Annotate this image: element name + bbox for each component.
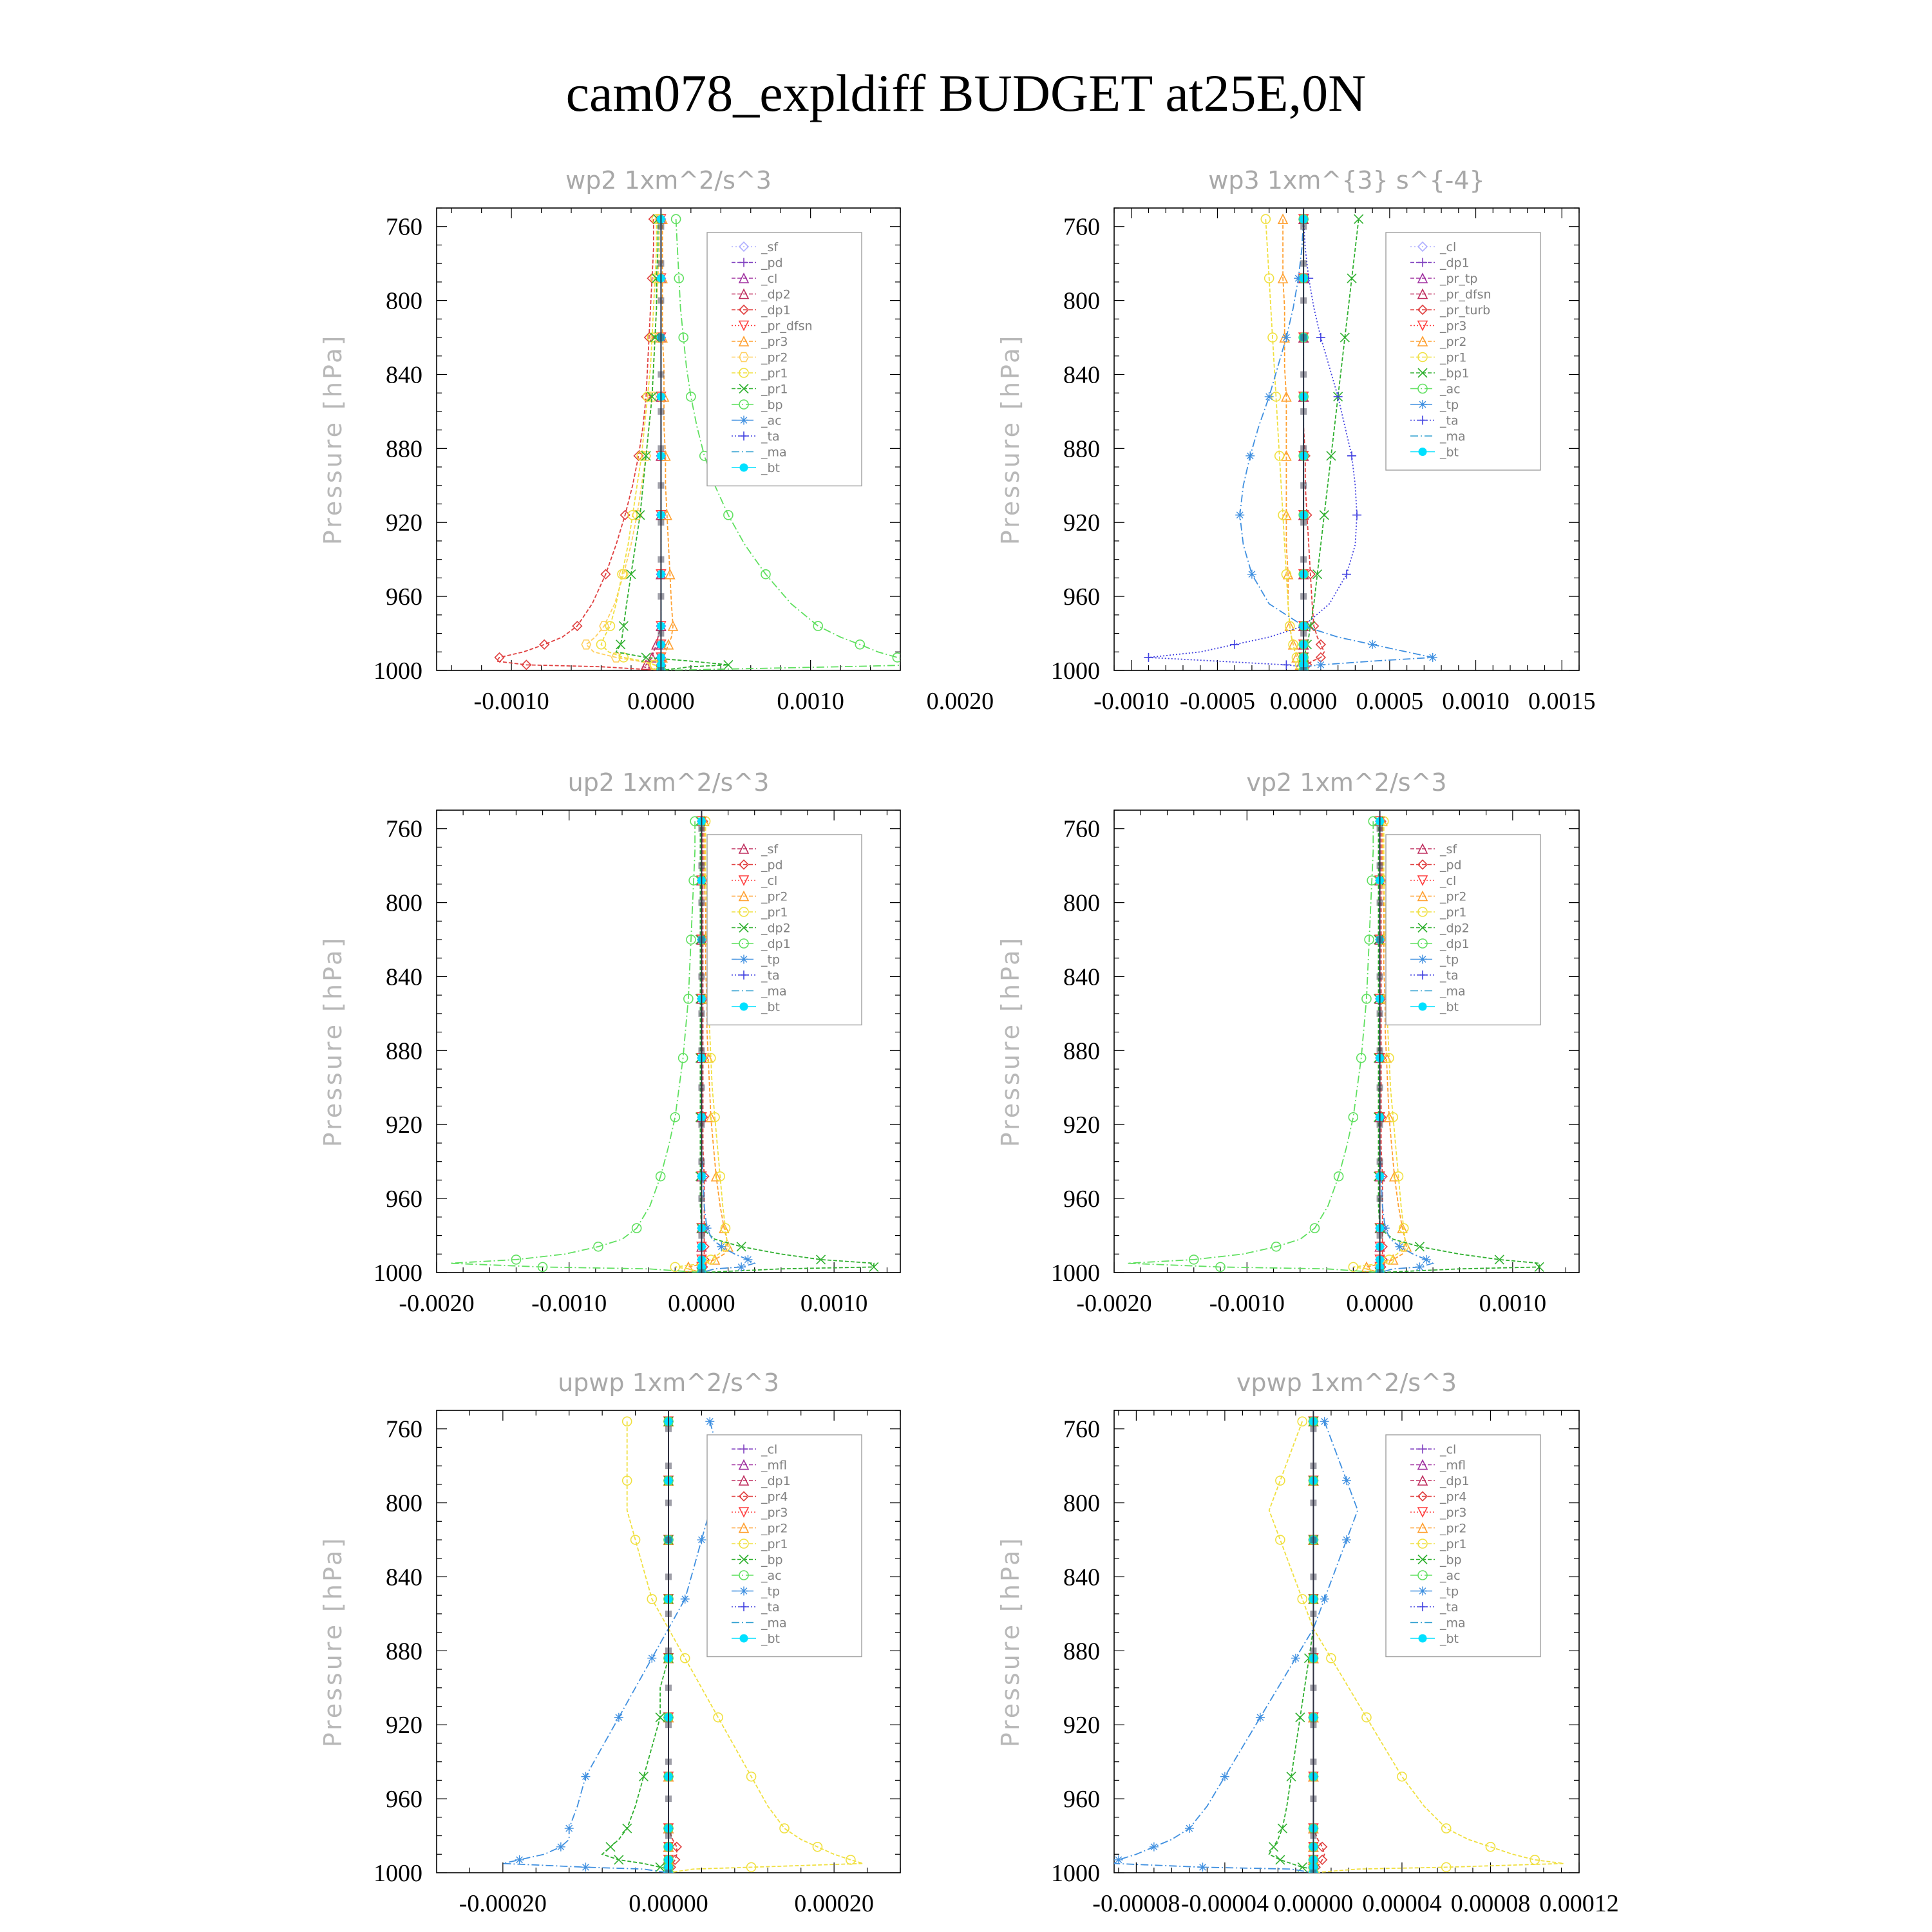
data-point [1347,451,1356,460]
legend-marker [1418,955,1427,964]
series-line [1283,219,1303,670]
data-point [639,1772,648,1781]
legend-label: _dp2 [761,287,791,302]
data-point [1316,640,1325,649]
x-tick-label: 0.0000 [627,688,695,715]
legend-label: _pr3 [1440,1506,1467,1520]
data-point [1342,1535,1351,1544]
y-tick-label: 760 [386,213,422,241]
y-tick-label: 920 [1063,1112,1100,1139]
legend-label: _bp [761,398,783,412]
legend-label: _pr2 [761,889,788,904]
panel-title: upwp 1xm^2/s^3 [558,1368,779,1397]
chart-panel [319,166,994,715]
legend-label: _pr_dfsn [761,319,813,334]
legend-label: _pr2 [1440,1521,1467,1536]
y-tick-label: 1000 [1051,1860,1100,1887]
x-tick-label: 0.00000 [629,1890,708,1917]
data-point [1422,1255,1431,1264]
legend-label: _dp1 [1440,937,1470,951]
legend-label: _dp2 [761,921,791,936]
data-point [656,1862,665,1871]
y-tick-label: 1000 [374,1260,422,1287]
x-tick-label: 0.00012 [1539,1890,1619,1917]
data-point [1396,1242,1405,1251]
y-tick-label: 880 [386,1037,422,1065]
data-point [1269,1842,1278,1852]
y-tick-label: 840 [386,1564,422,1591]
x-tick-label: 0.0010 [1479,1290,1547,1317]
legend-marker [740,1003,748,1010]
data-point [1320,511,1329,520]
data-point [1397,1772,1406,1781]
y-tick-label: 960 [386,583,422,611]
x-tick-label: 0.0015 [1528,688,1596,715]
legend-label: _pd [761,858,783,873]
series-line [1128,821,1380,1273]
legend-label: _pd [761,256,783,270]
x-tick-label: 0.00000 [1273,1890,1354,1917]
legend-label: _ta [1440,413,1459,428]
y-tick-label: 880 [386,1638,422,1665]
y-tick-label: 920 [1063,1712,1100,1739]
legend-label: _ma [1440,430,1466,444]
y-tick-label: 840 [386,963,422,991]
legend-label: _pr_tp [1440,272,1478,286]
data-point [737,1242,746,1251]
legend-label: _pr1 [761,366,788,381]
legend-label: _dp1 [761,303,791,317]
legend-label: _ac [1440,1569,1461,1583]
chart-panel [996,166,1596,715]
data-point [1368,640,1377,649]
y-tick-label: 960 [386,1786,422,1814]
legend-label: _ac [761,1569,782,1583]
legend-label: _ta [761,430,780,444]
legend-label: _bt [761,1632,781,1646]
series-line [661,219,673,670]
x-tick-label: -0.00008 [1092,1890,1180,1917]
data-point [915,660,924,669]
data-point [1256,1713,1265,1722]
x-tick-label: -0.0010 [1209,1290,1285,1317]
data-point [1342,1476,1351,1485]
y-tick-label: 840 [1063,361,1100,389]
legend-label: _pr3 [761,335,788,349]
legend-marker [1419,1634,1426,1642]
data-point [1247,570,1256,579]
data-point [1282,660,1291,669]
data-point [813,621,822,630]
legend-label: _pr_turb [1440,303,1491,317]
data-point [681,1595,690,1604]
data-point [1298,1595,1307,1604]
data-point [540,640,549,649]
data-point [1276,1535,1285,1544]
data-point [1235,511,1244,520]
legend-label: _pr1 [761,382,788,397]
data-point [1347,274,1356,283]
legend-label: _cl [761,874,778,888]
x-tick-label: 0.0020 [926,688,994,715]
data-point [1291,1654,1300,1663]
legend-label: _cl [761,272,778,286]
data-point [515,1855,524,1864]
panel-title: vp2 1xm^2/s^3 [1246,768,1447,797]
legend-label: _bt [761,461,781,475]
legend-label: _sf [1440,842,1457,857]
legend-label: _ma [761,1616,787,1631]
data-point [1296,1713,1305,1722]
data-point [681,1654,690,1663]
chart-panel [319,1368,900,1917]
data-point [737,1262,746,1271]
legend-label: _ta [761,969,780,983]
legend-label: _pr4 [1440,1490,1467,1504]
x-tick-label: 0.00008 [1450,1890,1531,1917]
panel-title: up2 1xm^2/s^3 [567,768,770,797]
y-tick-label: 880 [1063,1037,1100,1065]
y-tick-label: 800 [386,889,422,917]
y-tick-label: 960 [1063,583,1100,611]
x-tick-label: 0.0010 [777,688,844,715]
y-tick-label: 800 [1063,889,1100,917]
legend-marker [1418,400,1427,409]
legend-label: _bt [1440,1632,1459,1646]
legend-label: _pr2 [1440,335,1467,349]
x-tick-label: 0.0000 [1346,1290,1414,1317]
data-point [1230,640,1239,649]
y-tick-label: 1000 [1051,1260,1100,1287]
data-point [614,1713,623,1722]
data-point [1342,570,1351,579]
data-point [605,621,614,630]
y-tick-label: 840 [386,361,422,389]
x-tick-label: 0.0000 [668,1290,735,1317]
x-tick-label: -0.00020 [459,1890,547,1917]
y-tick-label: 800 [1063,287,1100,315]
y-tick-label: 840 [1063,963,1100,991]
data-point [1318,1842,1327,1852]
y-axis-label: Pressure [hPa] [996,333,1025,545]
x-tick-label: 0.0005 [1356,688,1424,715]
legend-label: _ta [1440,1600,1459,1615]
data-point [1144,653,1153,662]
legend-label: _pr1 [1440,1537,1467,1551]
y-tick-label: 760 [1063,1416,1100,1443]
data-point [1486,1842,1495,1852]
data-point [1278,1824,1287,1833]
legend-label: _cl [1440,1443,1457,1457]
x-tick-label: -0.00004 [1180,1890,1269,1917]
legend-label: _dp1 [1440,256,1470,270]
data-point [697,1535,706,1544]
x-tick-label: 0.00020 [794,1890,874,1917]
series-line [1265,219,1303,670]
chart-panel [996,1368,1619,1917]
legend-marker [739,416,748,425]
series-line [503,1421,718,1873]
series-line [586,219,661,670]
legend-marker [740,1634,748,1642]
page-title: cam078_expldiff BUDGET at25E,0N [565,64,1367,122]
x-tick-label: -0.0010 [473,688,549,715]
series-line [601,219,661,670]
y-axis-label: Pressure [hPa] [319,1535,347,1748]
y-tick-label: 880 [386,435,422,463]
legend-label: _bt [1440,445,1459,460]
legend-label: _mfl [1440,1458,1466,1473]
x-tick-label: -0.0005 [1179,688,1256,715]
x-tick-label: -0.0010 [1094,688,1170,715]
y-tick-label: 840 [1063,1564,1100,1591]
legend-label: _pr3 [761,1506,788,1520]
series-line [668,1421,677,1873]
chart-panel [996,768,1579,1317]
legend-label: _tp [1440,952,1459,967]
x-tick-label: -0.0020 [399,1290,475,1317]
series-line [497,219,661,670]
data-point [1320,1417,1329,1426]
y-tick-label: 880 [1063,1638,1100,1665]
legend-label: _pr2 [1440,889,1467,904]
legend-marker [1419,448,1426,456]
legend-label: _bt [1440,1000,1459,1014]
legend-marker [739,1587,748,1596]
y-tick-label: 960 [386,1186,422,1213]
data-point [1220,1772,1229,1781]
data-point [556,1842,565,1852]
data-point [705,1417,714,1426]
series-line [1269,1421,1314,1873]
y-tick-label: 960 [1063,1186,1100,1213]
legend-label: _pr2 [761,350,788,365]
data-point [1198,1862,1208,1871]
legend [707,1435,862,1657]
x-tick-label: 0.0010 [1442,688,1510,715]
legend-label: _bp1 [1440,366,1470,381]
legend-label: _pr3 [1440,319,1467,334]
legend-label: _pr4 [761,1490,788,1504]
series-line [1149,219,1358,670]
data-point [581,1862,590,1871]
legend-label: _ac [1440,382,1461,397]
data-point [1352,511,1361,520]
data-point [1150,1842,1159,1852]
y-tick-label: 1000 [374,658,422,685]
y-axis-label: Pressure [hPa] [319,333,347,545]
y-tick-label: 920 [1063,509,1100,537]
data-point [1442,1824,1451,1833]
legend-label: _pr_dfsn [1440,287,1492,302]
x-tick-label: 0.00004 [1362,1890,1442,1917]
y-tick-label: 800 [1063,1490,1100,1517]
panel-title: wp2 1xm^2/s^3 [565,166,772,194]
legend-label: _ma [761,445,787,460]
legend-label: _cl [1440,874,1457,888]
legend-label: _dp2 [1440,921,1470,936]
data-point [780,1824,789,1833]
x-tick-label: 0.0000 [1269,688,1338,715]
panel-title: wp3 1xm^{3} s^{-4} [1208,166,1485,194]
legend-marker [739,955,748,964]
legend-label: _sf [761,842,779,857]
legend-label: _pr1 [1440,350,1467,365]
legend-label: _bt [761,1000,781,1014]
data-point [616,640,625,649]
data-point [1276,1476,1285,1485]
series-line [1313,1421,1324,1873]
y-tick-label: 920 [386,1712,422,1739]
legend-label: _dp1 [761,937,791,951]
x-tick-label: -0.0010 [531,1290,607,1317]
legend-label: _ta [1440,969,1459,983]
data-point [1245,451,1255,460]
legend-marker [1419,1003,1426,1010]
y-axis-label: Pressure [hPa] [319,935,347,1148]
series-line [643,219,661,670]
legend-label: _dp1 [761,1474,791,1488]
data-point [647,1654,656,1663]
legend-label: _pr1 [1440,905,1467,920]
chart-panel [319,768,900,1317]
legend-label: _ma [761,984,787,999]
legend [707,835,862,1025]
legend [707,232,862,486]
data-point [743,1255,752,1264]
legend-label: _dp1 [1440,1474,1470,1488]
data-point [1276,1855,1285,1864]
legend-label: _pr1 [761,905,788,920]
series-line [450,821,702,1273]
data-point [1415,1262,1424,1271]
data-point [1114,1855,1123,1864]
legend-label: _bp [1440,1553,1462,1567]
y-tick-label: 760 [1063,213,1100,241]
legend-label: _tp [761,952,781,967]
legend-label: _ac [761,413,782,428]
y-tick-label: 920 [386,1112,422,1139]
legend [1386,232,1540,470]
panel-title: vpwp 1xm^2/s^3 [1236,1368,1457,1397]
data-point [1282,333,1291,342]
y-tick-label: 920 [386,509,422,537]
y-tick-label: 1000 [1051,658,1100,685]
legend-label: _mfl [761,1458,787,1473]
legend-label: _pr1 [761,1537,788,1551]
legend-label: _cl [1440,240,1457,254]
legend-label: _ta [761,1600,780,1615]
data-point [581,1772,590,1781]
data-point [1316,660,1325,669]
data-point [565,1824,574,1833]
legend [1386,835,1540,1025]
data-point [1316,333,1325,342]
legend-marker [1418,1587,1427,1596]
data-point [623,1824,632,1833]
legend [1386,1435,1540,1657]
legend-label: _ma [1440,1616,1466,1631]
legend-label: _tp [1440,1584,1459,1599]
y-axis-label: Pressure [hPa] [996,1535,1025,1748]
data-point [606,1842,615,1852]
y-tick-label: 960 [1063,1786,1100,1814]
legend-label: _cl [761,1443,778,1457]
legend-marker [740,464,748,471]
y-tick-label: 760 [1063,815,1100,843]
legend-label: _pr2 [761,1521,788,1536]
y-tick-label: 760 [386,1416,422,1443]
x-tick-label: 0.0010 [800,1290,868,1317]
data-point [1320,1595,1329,1604]
y-axis-label: Pressure [hPa] [996,935,1025,1148]
y-tick-label: 760 [386,815,422,843]
legend-label: _sf [761,240,779,254]
data-point [1185,1824,1194,1833]
series-line [1114,1421,1358,1873]
y-tick-label: 800 [386,287,422,315]
legend-label: _pd [1440,858,1462,873]
y-tick-label: 880 [1063,435,1100,463]
legend-label: _ma [1440,984,1466,999]
legend-label: _tp [1440,398,1459,412]
legend-label: _bp [761,1553,783,1567]
legend-label: _tp [761,1584,781,1599]
data-point [1428,653,1437,662]
y-tick-label: 800 [386,1490,422,1517]
data-point [582,640,591,649]
x-tick-label: -0.0020 [1076,1290,1152,1317]
data-point [846,1855,855,1864]
y-tick-label: 1000 [374,1860,422,1887]
